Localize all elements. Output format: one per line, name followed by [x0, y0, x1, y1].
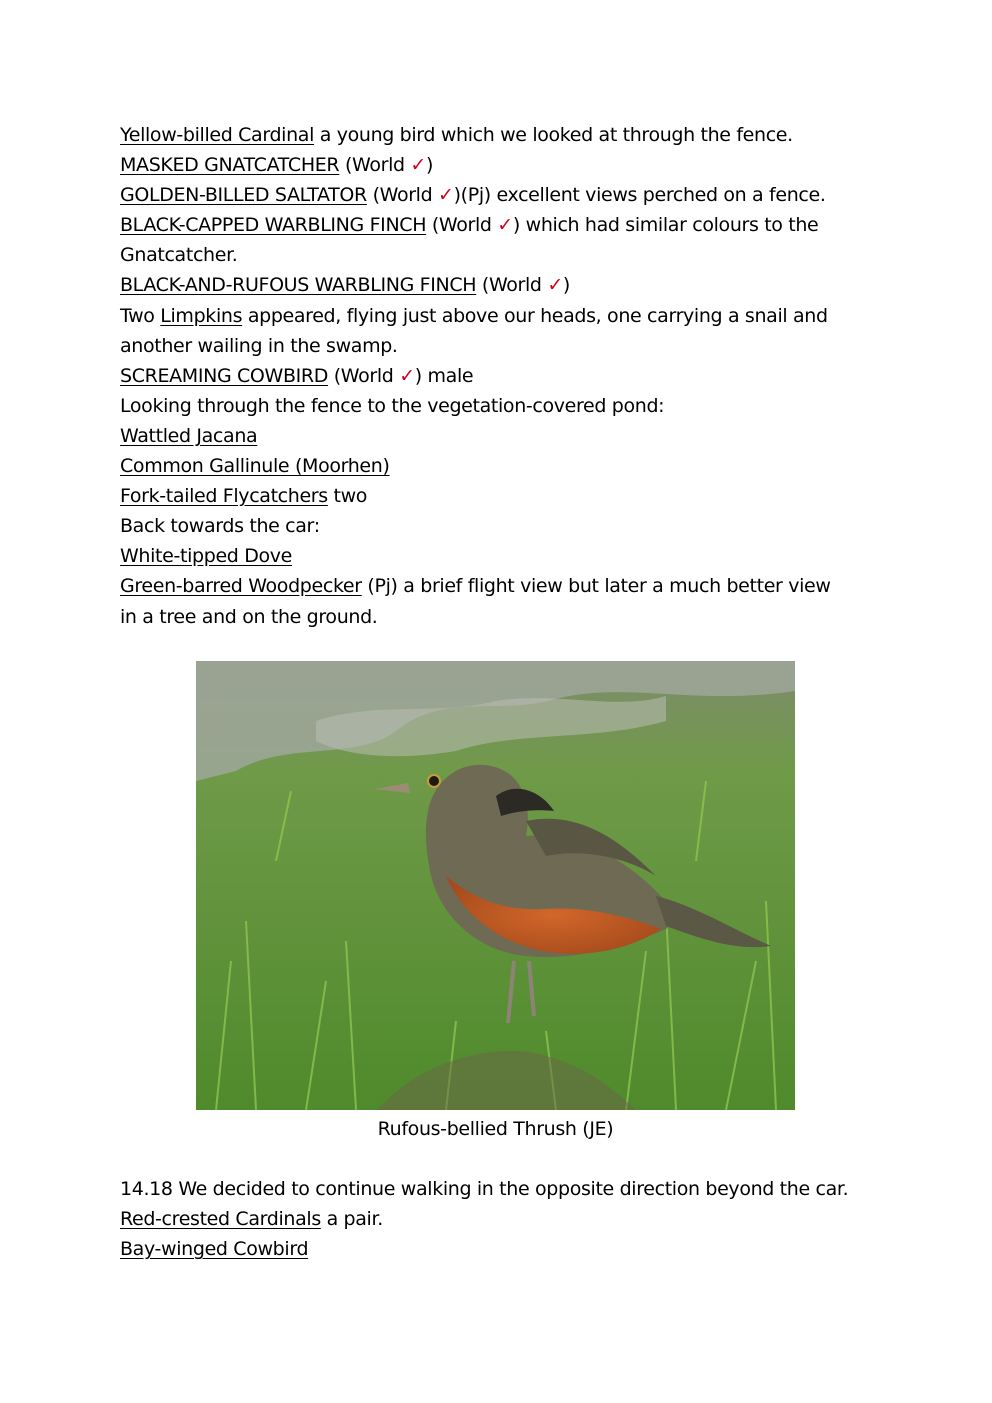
line-text: ) — [562, 274, 570, 297]
species-name: Wattled Jacana — [120, 424, 258, 447]
text-line — [120, 451, 880, 481]
line-text: Looking through the fence to the vegetation-covered pond: — [120, 394, 665, 417]
text-line — [120, 541, 880, 571]
species-name: BLACK-CAPPED WARBLING FINCH — [120, 214, 427, 237]
species-name: GOLDEN-BILLED SALTATOR — [120, 184, 367, 207]
line-text: ) which had similar colours to the — [512, 214, 819, 237]
line-text: )(Pj) excellent views perched on a fence. — [453, 184, 826, 207]
species-name: SCREAMING COWBIRD — [120, 364, 329, 387]
species-name: Common Gallinule (Moorhen) — [120, 455, 390, 478]
line-text: ) — [426, 154, 434, 177]
species-name: Limpkins — [160, 304, 243, 327]
species-name: White-tipped Dove — [120, 545, 292, 568]
text-line — [120, 150, 880, 180]
line-text: in a tree and on the ground. — [120, 605, 378, 628]
species-name: Yellow-billed Cardinal — [120, 124, 315, 146]
text-line — [120, 301, 880, 331]
text-line — [120, 481, 880, 511]
line-text: appeared, flying just above our heads, one carrying a snail and — [242, 304, 828, 327]
species-name: BLACK-AND-RUFOUS WARBLING FINCH — [120, 274, 477, 297]
species-name: MASKED GNATCATCHER — [120, 154, 340, 177]
checkmark-icon: ✓ — [438, 184, 454, 207]
photo-caption: Rufous-bellied Thrush (JE) — [377, 1118, 614, 1140]
line-text: 14.18 We decided to continue walking in the opposite direction beyond the car. — [120, 1178, 849, 1200]
checkmark-icon: ✓ — [547, 274, 563, 297]
species-name: Fork-tailed Flycatchers — [120, 485, 328, 508]
text-line — [120, 421, 880, 451]
text-line — [120, 331, 880, 361]
text-line — [120, 1204, 880, 1234]
line-text: two — [327, 485, 368, 508]
text-line — [120, 1174, 880, 1204]
line-text: another wailing in the swamp. — [120, 334, 398, 357]
text-line — [120, 210, 880, 240]
species-name: Red-crested Cardinals — [120, 1208, 321, 1231]
text-line — [120, 120, 880, 150]
bird-photo — [196, 661, 795, 1110]
line-text: Gnatcatcher. — [120, 244, 238, 267]
line-text: (World — [426, 214, 498, 237]
text-line — [120, 571, 880, 601]
text-line — [120, 240, 880, 270]
checkmark-icon: ✓ — [399, 364, 415, 387]
line-text: (World — [476, 274, 548, 297]
text-line — [120, 361, 880, 391]
line-text: a pair. — [320, 1208, 383, 1231]
checkmark-icon: ✓ — [497, 214, 513, 237]
line-text: (Pj) a brief flight view but later a much better view — [361, 575, 831, 598]
line-text: (World — [366, 184, 439, 207]
species-list — [120, 120, 880, 632]
line-text: Two — [120, 304, 161, 327]
species-name: Green-barred Woodpecker — [120, 575, 362, 598]
text-line — [120, 391, 880, 421]
text-line — [120, 270, 880, 300]
species-name: Bay-winged Cowbird — [120, 1238, 309, 1261]
line-text: ) male — [414, 364, 474, 387]
species-list-continued — [120, 1174, 880, 1264]
line-text: (World — [328, 364, 400, 387]
line-text: a young bird which we looked at through the fence. — [314, 124, 793, 146]
text-line — [120, 511, 880, 541]
checkmark-icon: ✓ — [410, 154, 426, 177]
text-line — [120, 180, 880, 210]
text-line — [120, 602, 880, 632]
line-text: Back towards the car: — [120, 515, 320, 538]
text-line — [120, 1234, 880, 1264]
line-text: (World — [339, 154, 411, 177]
